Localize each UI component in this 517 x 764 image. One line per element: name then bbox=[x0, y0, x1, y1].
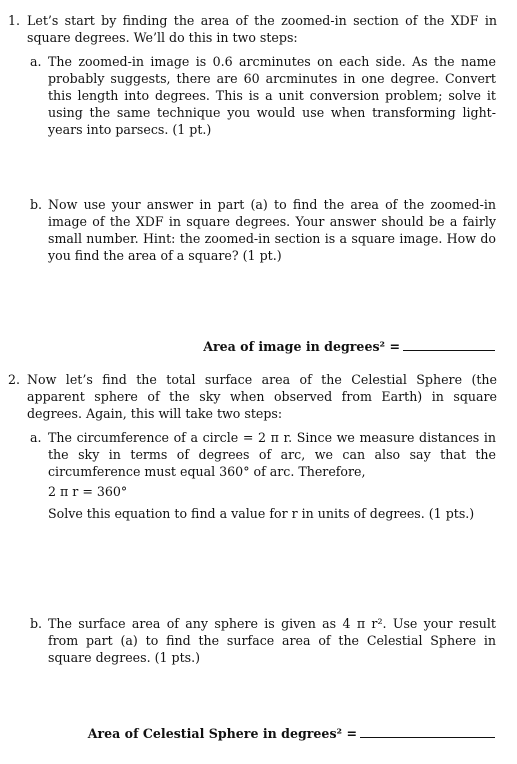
question-2-answer-line bbox=[88, 725, 495, 742]
question-1-text: Let’s start by finding the area of the zoomed-in section of the XDF in square degrees. We’ll do this in two steps: bbox=[27, 13, 497, 45]
question-2-text: Now let’s find the total surface area of the Celestial Sphere (the apparent sphere of the sky when observed from Earth) in square degrees. Again, this will take two steps: bbox=[27, 372, 497, 421]
question-2-answer-blank[interactable] bbox=[360, 726, 495, 738]
question-1b-letter: b. bbox=[30, 197, 43, 212]
question-1-answer-label: Area of image in degrees² = bbox=[203, 339, 400, 354]
question-2a-instruction: Solve this equation to find a value for r in units of degrees. (1 pts.) bbox=[48, 506, 475, 521]
question-2a-letter: a. bbox=[30, 430, 42, 445]
question-1-answer-line bbox=[203, 338, 495, 355]
question-1b-text: Now use your answer in part (a) to find the area of the zoomed-in image of the XDF in square degrees. Your answer should be a fairly small number. Hint: the zoomed-in section is a square image. How do you find the area of a square? (1 pt.) bbox=[48, 197, 496, 263]
question-1a-letter: a. bbox=[30, 54, 42, 69]
question-2b-letter: b. bbox=[30, 616, 43, 631]
question-1a-text: The zoomed-in image is 0.6 arcminutes on each side. As the name probably suggests, there are 60 arcminutes in one degree. Convert this length into degrees. This is a unit conversion problem; solve it using the same technique you would use when transforming light-years into parsecs. (1 pt.) bbox=[48, 54, 496, 137]
question-2-number: 2. bbox=[8, 372, 21, 387]
question-2a-text: The circumference of a circle = 2 π r. Since we measure distances in the sky in terms of degrees of arc, we can also say that the circumference must equal 360° of arc. Therefore, bbox=[48, 430, 496, 479]
question-2b-text: The surface area of any sphere is given as 4 π r². Use your result from part (a) to find the surface area of the Celestial Sphere in square degrees. (1 pts.) bbox=[48, 616, 496, 665]
question-2a-equation: 2 π r = 360° bbox=[48, 484, 128, 499]
question-1-number: 1. bbox=[8, 13, 21, 28]
question-2-answer-label: Area of Celestial Sphere in degrees² = bbox=[87, 726, 357, 741]
question-1-answer-blank[interactable] bbox=[403, 339, 495, 351]
